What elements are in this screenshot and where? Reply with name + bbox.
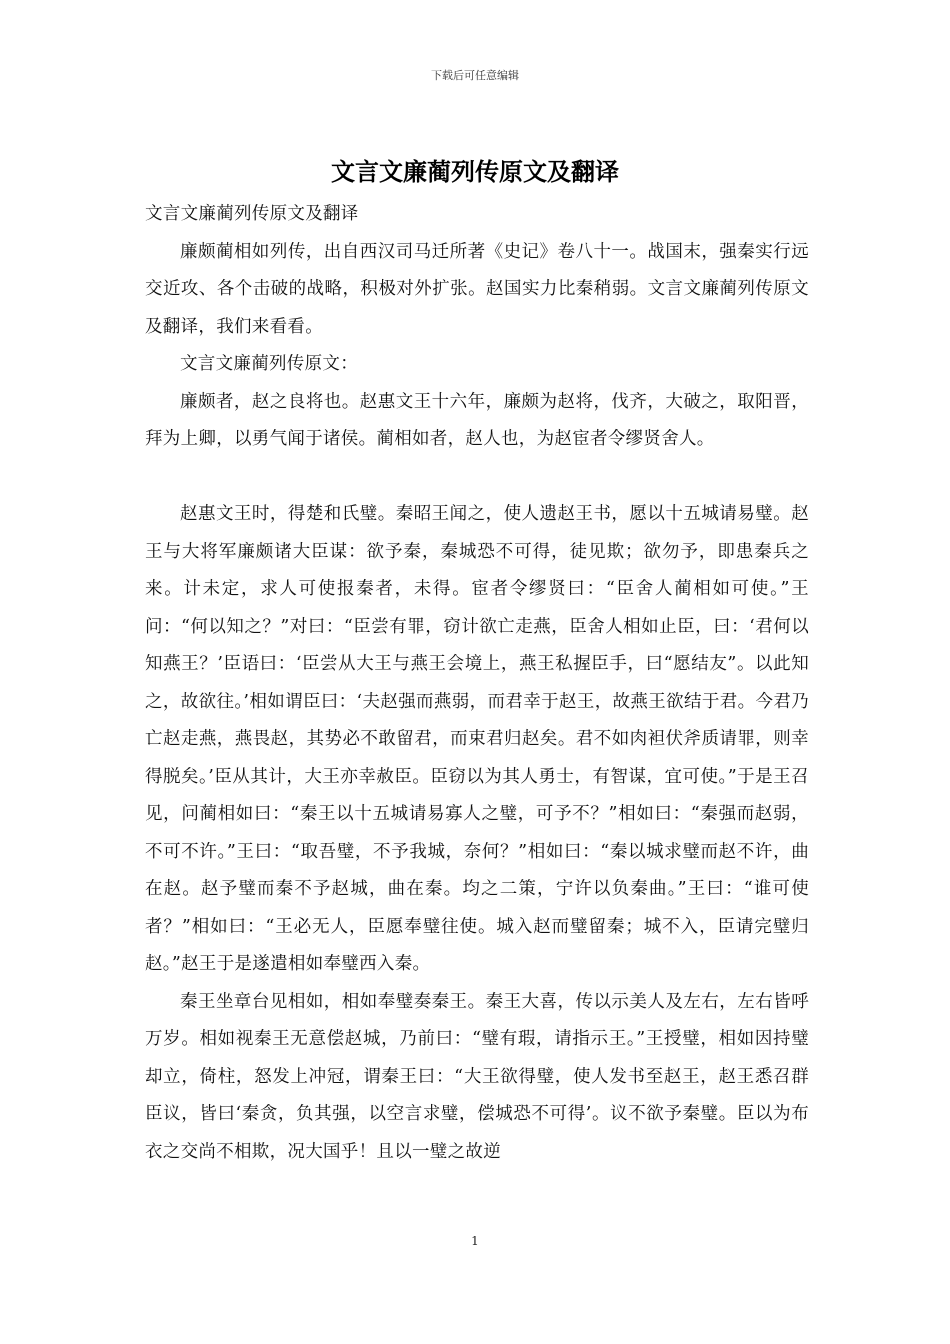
body-paragraph: 赵惠文王时，得楚和氏璧。秦昭王闻之，使人遗赵王书，愿以十五城请易璧。赵王与大将军廉颇诸大臣谋：欲予秦，秦城恐不可得，徒见欺；欲勿予，即患秦兵之来。计未定，求人可使报秦者，未得。宦者令缪贤曰：“臣舍人蔺相如可使。”王问：“何以知之？”对曰：“臣尝有罪，窃计欲亡走燕，臣舍人相如止臣，曰：‘君何以知燕王？’臣语曰：‘臣尝从大王与燕王会境上，燕王私握臣手，曰“愿结友”。以此知之，故欲往。’相如谓臣曰：‘夫赵强而燕弱，而君幸于赵王，故燕王欲结于君。今君乃亡赵走燕，燕畏赵，其势必不敢留君，而束君归赵矣。君不如肉袒伏斧质请罪，则幸得脱矣。’臣从其计，大王亦幸赦臣。臣窃以为其人勇士，有智谋，宜可使。”于是王召见，问蔺相如曰：“秦王以十五城请易寡人之璧，可予不？”相如曰：“秦强而赵弱，不可不许。”王曰：“取吾璧，不予我城，奈何？”相如曰：“秦以城求璧而赵不许，曲在赵。赵予璧而秦不予赵城，曲在秦。均之二策，宁许以负秦曲。”王曰：“谁可使者？”相如曰：“王必无人，臣愿奉璧往使。城入赵而璧留秦；城不入，臣请完璧归赵。”赵王于是遂遣相如奉璧西入秦。: [145, 504, 809, 974]
section-heading-original-text: 文言文廉蔺列传原文：: [180, 354, 358, 374]
page-number: 1: [471, 1234, 479, 1248]
page-header: 下载后可任意编辑: [431, 69, 519, 82]
paragraph-gap: [145, 459, 809, 497]
intro-paragraph: 廉颇蔺相如列传，出自西汉司马迁所著《史记》卷八十一。战国末，强秦实行远交近攻、各个击破的战略，积极对外扩张。赵国实力比秦稍弱。文言文廉蔺列传原文及翻译，我们来看看。: [145, 241, 809, 337]
document-title: 文言文廉蔺列传原文及翻译: [331, 157, 619, 186]
body-paragraph: 廉颇者，赵之良将也。赵惠文王十六年，廉颇为赵将，伐齐，大破之，取阳晋，拜为上卿，以勇气闻于诸侯。蔺相如者，赵人也，为赵宦者令缪贤舍人。: [145, 391, 809, 449]
body-paragraph: 秦王坐章台见相如，相如奉璧奏秦王。秦王大喜，传以示美人及左右，左右皆呼万岁。相如视秦王无意偿赵城，乃前曰：“璧有瑕，请指示王。”王授璧，相如因持璧却立，倚柱，怒发上冲冠，谓秦王曰：“大王欲得璧，使人发书至赵王，赵王悉召群臣议，皆曰‘秦贪，负其强，以空言求璧，偿城恐不可得’。议不欲予秦璧。臣以为布衣之交尚不相欺，况大国乎！且以一璧之故逆: [145, 991, 809, 1162]
document-body: [145, 196, 809, 1171]
subtitle-paragraph: 文言文廉蔺列传原文及翻译: [145, 204, 359, 224]
